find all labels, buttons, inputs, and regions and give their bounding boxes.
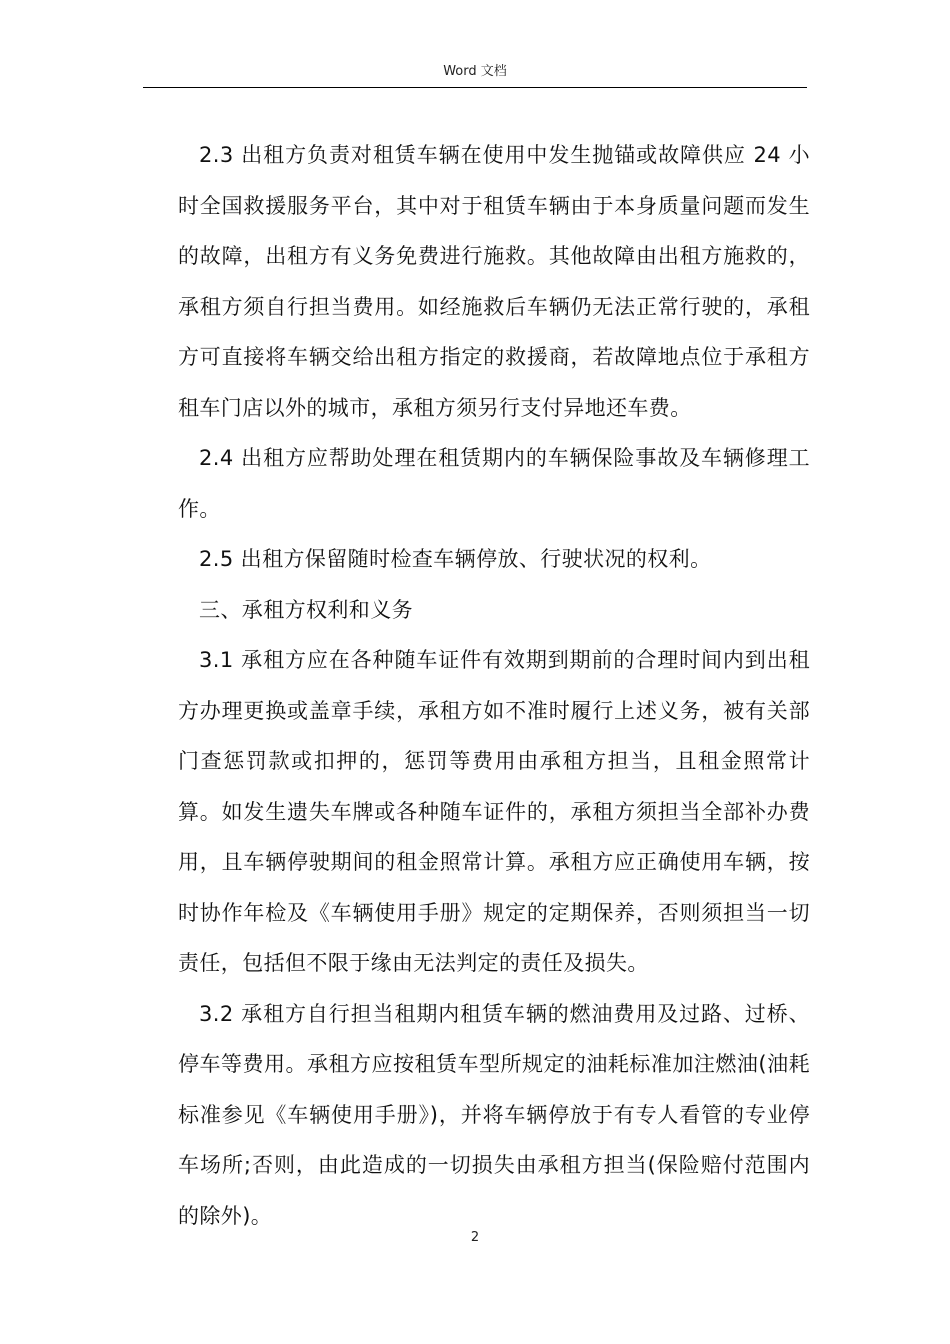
- section-heading-3: 三、承租方权利和义务: [199, 597, 413, 622]
- paragraph-2-5: 2.5 出租方保留随时检查车辆停放、行驶状况的权利。: [199, 547, 712, 571]
- paragraph-3-1: 3.1 承租方应在各种随车证件有效期到期前的合理时间内到出租方办理更换或盖章手续，承租方如不准时履行上述义务，被有关部门查惩罚款或扣押的，惩罚等费用由承租方担当，且租金照常计算。如发生遗失车牌或各种随车证件的，承租方须担当全部补办费用，且车辆停驶期间的租金照常计算。承租方应正确使用车辆，按时协作年检及《车辆使用手册》规定的定期保养，否则须担当一切责任，包括但不限于缘由无法判定的责任及损失。: [178, 648, 810, 975]
- paragraph-2-3: 2.3 出租方负责对租赁车辆在使用中发生抛锚或故障供应 24 小时全国救援服务平台，其中对于租赁车辆由于本身质量问题而发生的故障，出租方有义务免费进行施救。其他故障由出租方施救的，承租方须自行担当费用。如经施救后车辆仍无法正常行驶的，承租方可直接将车辆交给出租方指定的救援商，若故障地点位于承租方租车门店以外的城市，承租方须另行支付异地还车费。: [178, 143, 810, 420]
- page-header-title: Word 文档: [443, 64, 507, 79]
- paragraph-2-4: 2.4 出租方应帮助处理在租赁期内的车辆保险事故及车辆修理工作。: [178, 446, 810, 521]
- page-number: 2: [470, 1230, 480, 1245]
- header-divider: [143, 87, 807, 88]
- paragraph-3-2: 3.2 承租方自行担当租期内租赁车辆的燃油费用及过路、过桥、停车等费用。承租方应按租赁车型所规定的油耗标准加注燃油(油耗标准参见《车辆使用手册》)，并将车辆停放于有专人看管的专业停车场所;否则，由此造成的一切损失由承租方担当(保险赔付范围内的除外)。: [178, 1001, 810, 1228]
- document-body: [178, 130, 810, 1241]
